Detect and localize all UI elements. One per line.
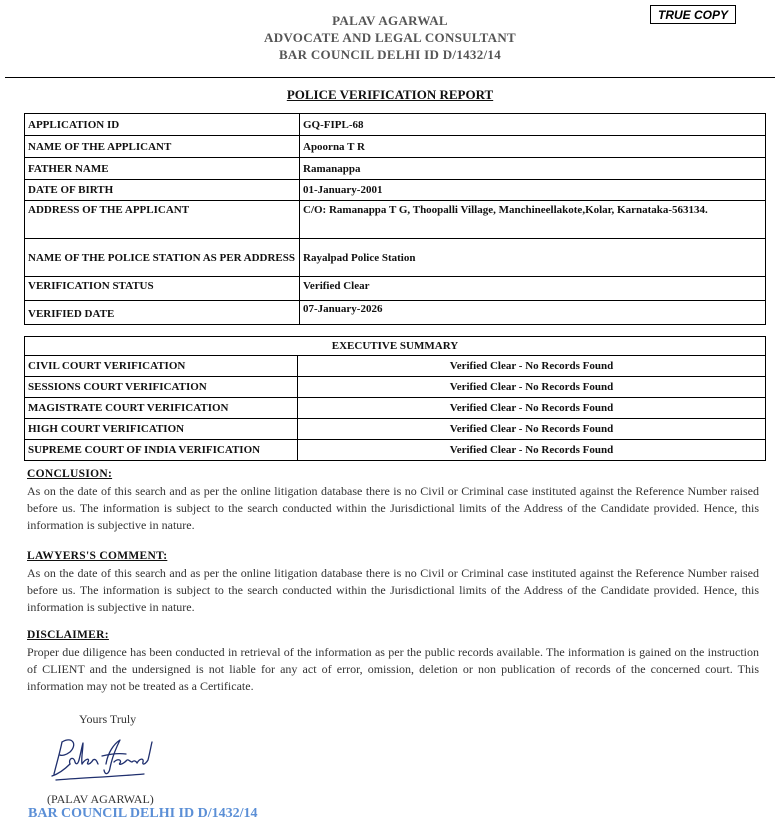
details-label: FATHER NAME [25,158,300,180]
summary-row [25,419,766,440]
closing-salutation: Yours Truly [79,712,137,726]
details-value: Ramanappa [300,158,766,180]
advocate-bar-id: BAR COUNCIL DELHI ID D/1432/14 [278,47,502,62]
details-label: NAME OF THE APPLICANT [25,136,300,158]
details-label: ADDRESS OF THE APPLICANT [25,201,300,239]
summary-value: Verified Clear - No Records Found [298,356,766,377]
details-label: VERIFICATION STATUS [25,277,300,301]
disclaimer-section [27,627,759,695]
summary-value: Verified Clear - No Records Found [298,398,766,419]
advocate-role: ADVOCATE AND LEGAL CONSULTANT [264,30,516,45]
details-value: 01-January-2001 [300,180,766,201]
lawyers-comment-heading: LAWYERS'S COMMENT: [27,550,168,562]
details-label: NAME OF THE POLICE STATION AS PER ADDRESS [25,239,300,277]
executive-summary-table [24,336,766,461]
summary-value: Verified Clear - No Records Found [298,440,766,461]
details-row [25,239,766,277]
signatory-bar-id: BAR COUNCIL DELHI ID D/1432/14 [28,806,258,821]
true-copy-stamp: TRUE COPY [650,5,736,24]
details-row [25,301,766,325]
details-row [25,180,766,201]
details-table [24,113,766,325]
report-title: POLICE VERIFICATION REPORT [286,87,494,102]
conclusion-section [27,466,759,534]
header-divider [5,77,775,78]
summary-label: HIGH COURT VERIFICATION [25,419,298,440]
summary-header-row [25,337,766,356]
details-label: DATE OF BIRTH [25,180,300,201]
lawyers-comment-text: As on the date of this search and as per the online litigation database there is no Civil or Criminal case instituted against the Reference Number raised before us. The information is subject to the search conducted within the Jurisdictional limits of the Address of the Candidate provided. Hence, this information is subjective in nature. [27,566,759,614]
details-value: 07-January-2026 [300,301,766,325]
summary-row [25,398,766,419]
details-row [25,158,766,180]
details-label: VERIFIED DATE [25,301,300,325]
summary-row [25,377,766,398]
details-row [25,114,766,136]
details-row [25,136,766,158]
summary-label: MAGISTRATE COURT VERIFICATION [25,398,298,419]
summary-label: CIVIL COURT VERIFICATION [25,356,298,377]
summary-label: SUPREME COURT OF INDIA VERIFICATION [25,440,298,461]
executive-summary-title: EXECUTIVE SUMMARY [25,337,766,356]
disclaimer-heading: DISCLAIMER: [27,629,109,641]
conclusion-text: As on the date of this search and as per the online litigation database there is no Civil or Criminal case instituted against the Reference Number raised before us. The information is subject to the search conducted within the Jurisdictional limits of the Address of the Candidate provided. Hence, this information is subjective in nature. [27,484,759,532]
details-value: Verified Clear [300,277,766,301]
details-value: Rayalpad Police Station [300,239,766,277]
details-row [25,201,766,239]
handwritten-signature [48,734,158,784]
summary-value: Verified Clear - No Records Found [298,377,766,398]
disclaimer-text: Proper due diligence has been conducted in retrieval of the information as per the public records available. The information is gained on the instruction of CLIENT and the undersigned is not liable for any act of error, omission, deletion or non publication of records of the concerned court. This information may not be treated as a Certificate. [27,645,759,693]
signatory-name: (PALAV AGARWAL) [47,792,154,806]
summary-value: Verified Clear - No Records Found [298,419,766,440]
summary-row [25,440,766,461]
details-label: APPLICATION ID [25,114,300,136]
details-row [25,277,766,301]
summary-row [25,356,766,377]
details-value: Apoorna T R [300,136,766,158]
lawyers-comment-section [27,548,759,616]
details-value: C/O: Ramanappa T G, Thoopalli Village, Manchineellakote,Kolar, Karnataka-563134. [300,201,766,239]
conclusion-heading: CONCLUSION: [27,468,113,480]
advocate-name: PALAV AGARWAL [332,13,448,28]
summary-label: SESSIONS COURT VERIFICATION [25,377,298,398]
details-value: GQ-FIPL-68 [300,114,766,136]
